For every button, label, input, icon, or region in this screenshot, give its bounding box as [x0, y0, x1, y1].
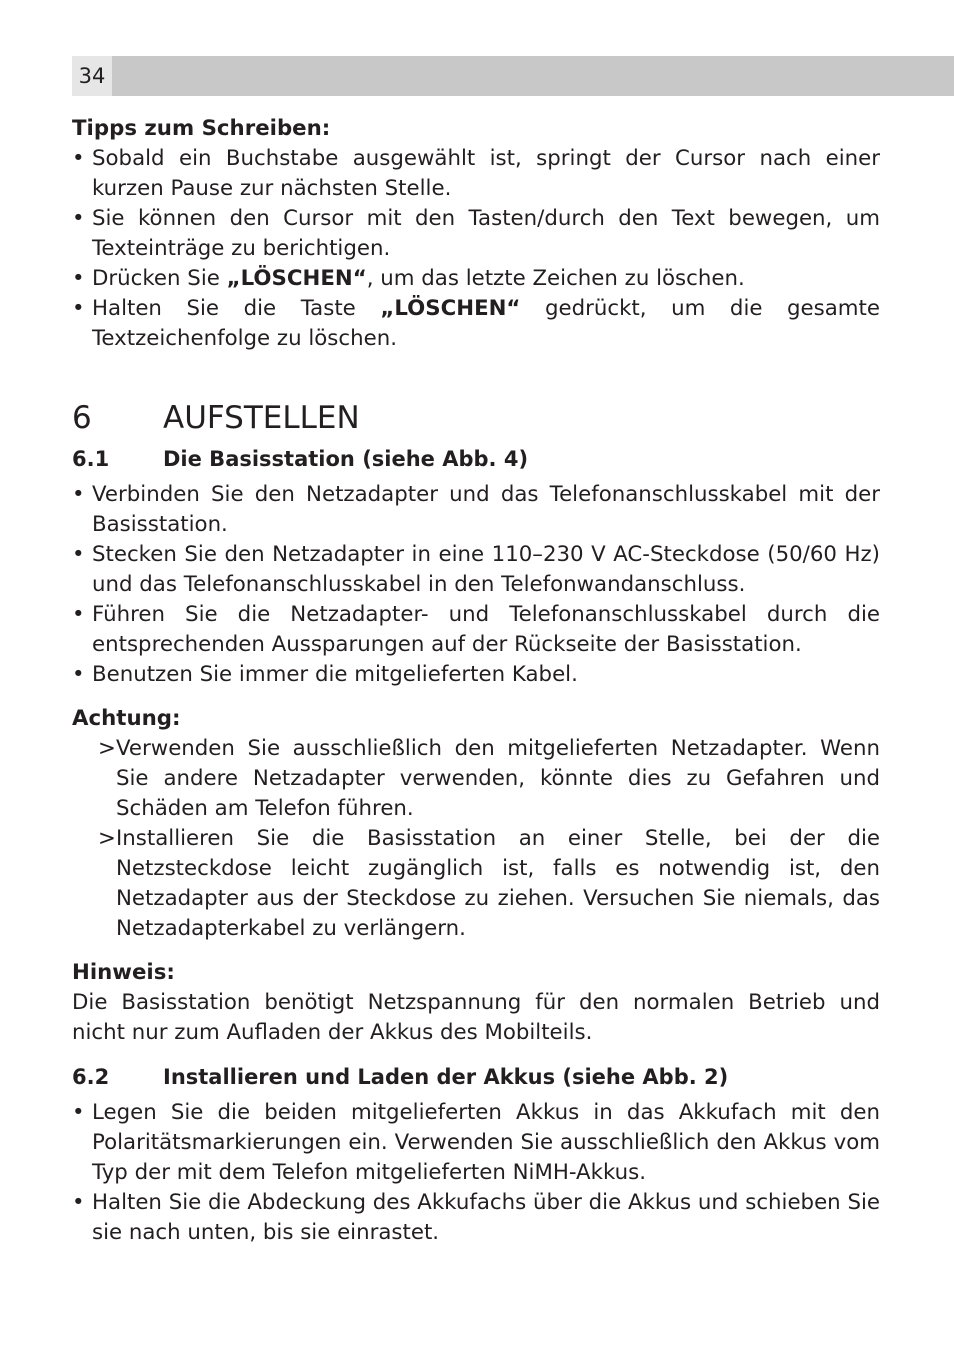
list-item: > Installieren Sie die Basisstation an einer Stelle, bei der die Netzsteckdose leicht zugänglich ist, falls es notwendig ist, den Netzadapter aus der Steckdose zu ziehen. Versuchen Sie niemals, das Netzadapterkabel zu verlängern. [98, 824, 880, 944]
header-bar [72, 56, 954, 96]
warning-list [72, 734, 880, 944]
section-number: 6.1 [72, 447, 110, 471]
chapter-title: AUFSTELLEN [163, 400, 360, 436]
section-heading-6-2 [72, 1062, 880, 1092]
chapter-heading [72, 398, 880, 438]
tips-list [72, 144, 880, 354]
key-label: „LÖSCHEN“ [226, 266, 367, 291]
section-6-1-list [72, 480, 880, 690]
list-item: • Sobald ein Buchstabe ausgewählt ist, springt der Cursor nach einer kurzen Pause zur nächsten Stelle. [72, 144, 880, 204]
list-item: • Halten Sie die Taste „LÖSCHEN“ gedrückt, um die gesamte Textzeichenfolge zu löschen. [72, 294, 880, 354]
note-heading: Hinweis: [72, 960, 175, 985]
key-label: „LÖSCHEN“ [380, 296, 521, 321]
page-content [72, 114, 880, 1248]
list-item: • Verbinden Sie den Netzadapter und das Telefonanschlusskabel mit der Basisstation. [72, 480, 880, 540]
section-6-2-list [72, 1098, 880, 1248]
section-number: 6.2 [72, 1065, 110, 1089]
list-item: • Legen Sie die beiden mitgelieferten Akkus in das Akkufach mit den Polaritätsmarkierungen ein. Verwenden Sie ausschließlich den Akkus vom Typ der mit dem Telefon mitgelieferten NiMH-Akkus. [72, 1098, 880, 1188]
page-number: 34 [72, 56, 112, 96]
list-item: • Führen Sie die Netzadapter- und Telefonanschlusskabel durch die entsprechenden Aussparungen auf der Rückseite der Basisstation. [72, 600, 880, 660]
warning-heading: Achtung: [72, 706, 181, 731]
list-item: • Stecken Sie den Netzadapter in eine 110–230 V AC-Steckdose (50/60 Hz) und das Telefonanschlusskabel in den Telefonwandanschluss. [72, 540, 880, 600]
list-item: > Verwenden Sie ausschließlich den mitgelieferten Netzadapter. Wenn Sie andere Netzadapter verwenden, könnte dies zu Gefahren und Schäden am Telefon führen. [98, 734, 880, 824]
note-text: Die Basisstation benötigt Netzspannung für den normalen Betrieb und nicht nur zum Aufladen der Akkus des Mobilteils. [72, 990, 880, 1045]
list-item: • Halten Sie die Abdeckung des Akkufachs über die Akkus und schieben Sie sie nach unten, bis sie einrastet. [72, 1188, 880, 1248]
list-item: • Drücken Sie „LÖSCHEN“, um das letzte Zeichen zu löschen. [72, 264, 880, 294]
tips-heading: Tipps zum Schreiben: [72, 116, 331, 141]
chapter-number: 6 [72, 400, 92, 436]
section-title: Installieren und Laden der Akkus (siehe Abb. 2) [163, 1065, 729, 1089]
list-item: • Benutzen Sie immer die mitgelieferten Kabel. [72, 660, 880, 690]
list-item: • Sie können den Cursor mit den Tasten/durch den Text bewegen, um Texteinträge zu berichtigen. [72, 204, 880, 264]
section-title: Die Basisstation (siehe Abb. 4) [163, 447, 529, 471]
section-heading-6-1 [72, 444, 880, 474]
